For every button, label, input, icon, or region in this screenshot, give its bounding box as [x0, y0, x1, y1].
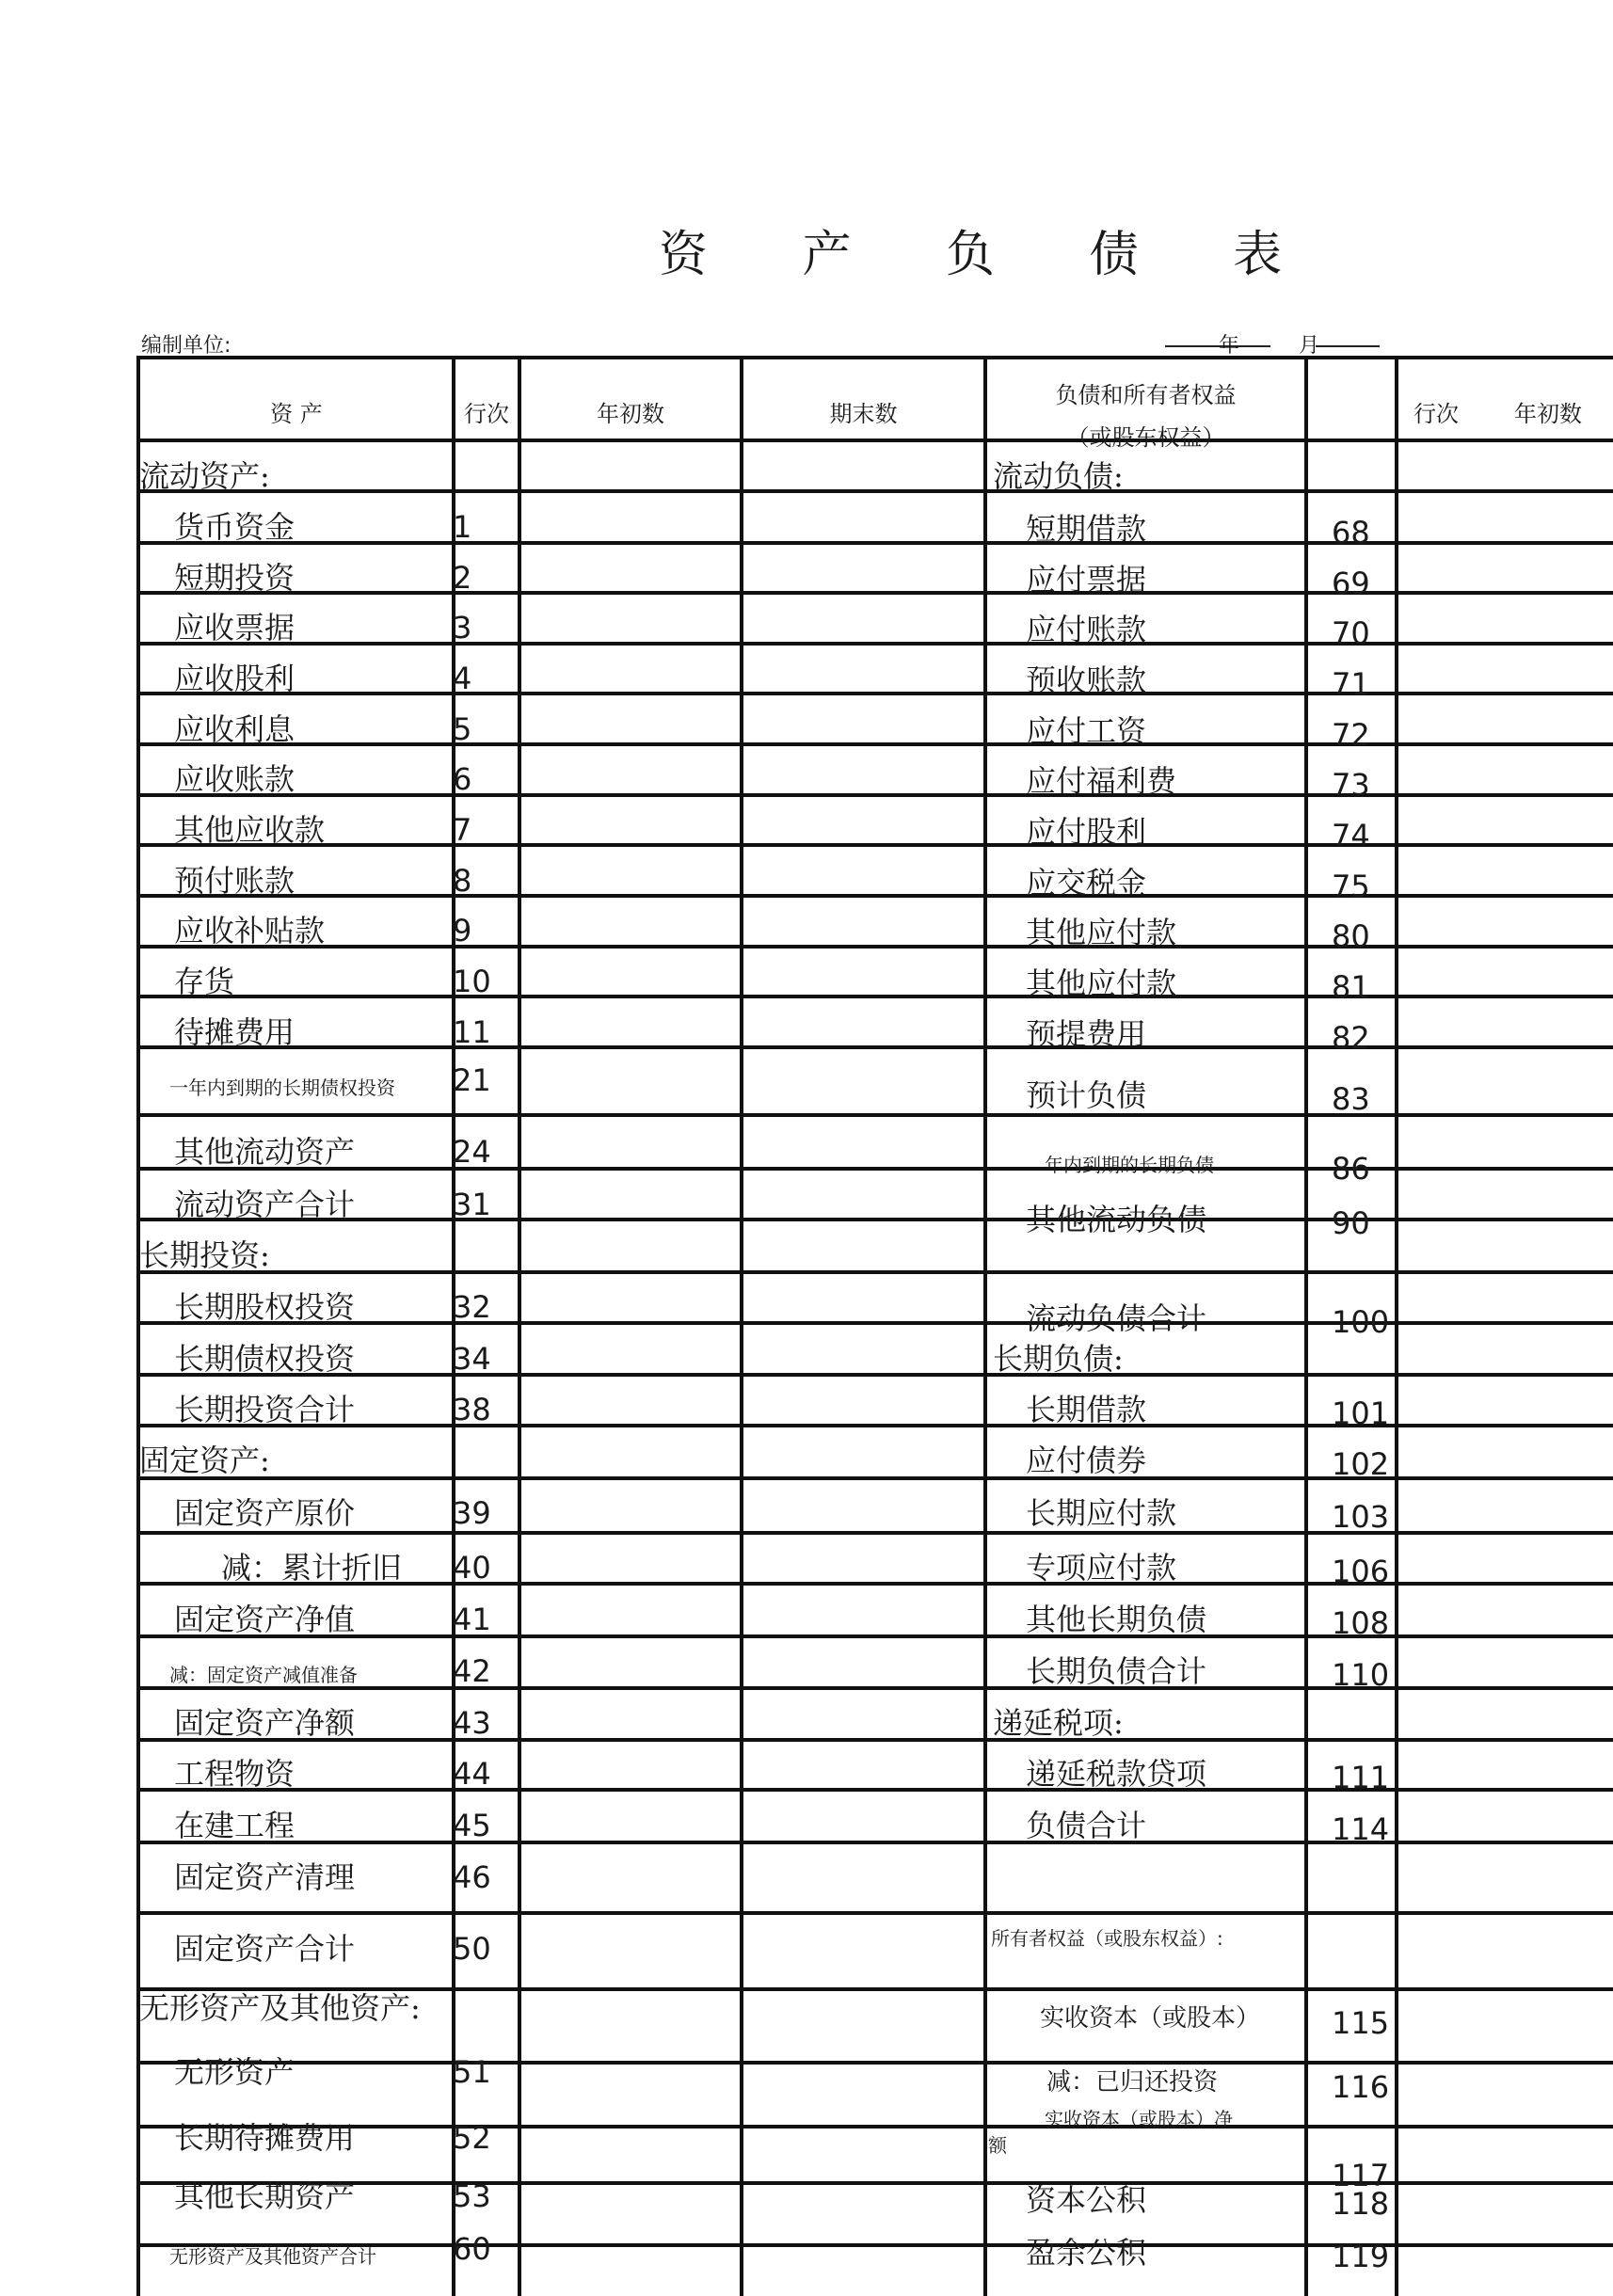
- equity-section-header: 所有者权益（或股东权益）:: [991, 1927, 1223, 1950]
- equity-row-label: 实收资本（或股本）: [1040, 2004, 1261, 2033]
- liab-row-line-no: 72: [1332, 717, 1370, 753]
- asset-row-label: 应收利息: [174, 711, 295, 747]
- liab-longterm-label: 长期借款: [1026, 1392, 1147, 1427]
- asset-row-line-no: 6: [453, 761, 472, 797]
- asset-row-label: 应收票据: [174, 610, 295, 646]
- header-bottom-border: [136, 438, 1613, 442]
- col-header-liability-line2: （或股东权益）: [1066, 424, 1225, 451]
- asset-fixed-line-no: 50: [453, 1931, 491, 1967]
- asset-fixed-label: 减：固定资产减值准备: [169, 1664, 358, 1686]
- liab-row-line-no: 82: [1332, 1020, 1370, 1056]
- row-border: [136, 995, 1613, 998]
- row-border: [136, 843, 1613, 847]
- row-border: [136, 1841, 1613, 1844]
- liab-longterm-label: 长期应付款: [1026, 1495, 1177, 1531]
- asset-row-label: 一年内到期的长期债权投资: [169, 1076, 395, 1099]
- equity-row-line-no: 118: [1332, 2186, 1390, 2222]
- liab-row-label: 年内到期的长期负债: [1045, 1154, 1214, 1176]
- liab-tax-line-no: 111: [1332, 1760, 1390, 1795]
- asset-longterm-line-no: 34: [453, 1341, 491, 1377]
- asset-row-label: 应收股利: [174, 661, 295, 696]
- row-border: [136, 945, 1613, 949]
- row-border: [136, 692, 1613, 695]
- asset-intangible-label: 其他长期资产: [174, 2178, 356, 2214]
- asset-row-line-no: 1: [453, 509, 472, 545]
- asset-row-label: 应收补贴款: [174, 913, 326, 949]
- liab-row-line-no: 71: [1332, 666, 1370, 702]
- table-top-border: [136, 356, 1613, 359]
- assets-section-intangible: 无形资产及其他资产:: [139, 1990, 421, 2026]
- row-border: [136, 1788, 1613, 1792]
- liab-row-label: 预收账款: [1026, 662, 1147, 698]
- col-divider: [1304, 356, 1308, 2296]
- liab-row-label: 应交税金: [1026, 865, 1147, 901]
- liab-longterm-line-no: 103: [1332, 1499, 1390, 1535]
- col-header-liability-line1: 负债和所有者权益: [1055, 382, 1237, 408]
- asset-intangible-line-no: 52: [453, 2120, 491, 2156]
- asset-row-label: 应收账款: [174, 761, 295, 797]
- asset-row-line-no: 3: [453, 610, 472, 646]
- unit-label: 编制单位:: [141, 334, 232, 358]
- asset-fixed-label: 在建工程: [174, 1808, 295, 1843]
- asset-fixed-line-no: 41: [453, 1602, 491, 1637]
- asset-fixed-line-no: 46: [453, 1859, 491, 1895]
- col-divider: [518, 356, 521, 2296]
- asset-fixed-label: 减：累计折旧: [221, 1550, 403, 1586]
- asset-row-line-no: 11: [453, 1014, 491, 1050]
- liab-row-label: 应付票据: [1026, 562, 1147, 598]
- liab-row-line-no: 74: [1332, 818, 1370, 853]
- asset-fixed-line-no: 42: [453, 1653, 491, 1689]
- row-border: [136, 541, 1613, 545]
- row-border: [136, 642, 1613, 646]
- asset-intangible-label: 长期待摊费用: [174, 2120, 356, 2156]
- asset-fixed-label: 固定资产清理: [174, 1859, 356, 1895]
- liab-row-label: 预提费用: [1026, 1016, 1147, 1052]
- row-border: [136, 2061, 1613, 2065]
- col-header-opening: 年初数: [597, 401, 664, 427]
- liab-section-current: 流动负债:: [993, 458, 1124, 494]
- col-divider: [740, 356, 743, 2296]
- asset-intangible-line-no: 51: [453, 2054, 491, 2090]
- liab-tax-line-no: 114: [1332, 1811, 1390, 1847]
- asset-longterm-label: 长期债权投资: [174, 1341, 356, 1377]
- liab-row-line-no: 81: [1332, 969, 1370, 1005]
- liab-row-line-no: 80: [1332, 918, 1370, 954]
- asset-longterm-label: 长期投资合计: [174, 1392, 356, 1427]
- row-border: [136, 793, 1613, 797]
- row-border: [136, 1218, 1613, 1221]
- liab-row-line-no: 90: [1332, 1205, 1370, 1241]
- col-header-closing: 期末数: [829, 401, 898, 427]
- liab-row-line-no: 70: [1332, 615, 1370, 651]
- asset-row-label: 待摊费用: [174, 1014, 295, 1050]
- asset-longterm-line-no: 32: [453, 1289, 491, 1325]
- row-border: [136, 1531, 1613, 1535]
- asset-fixed-line-no: 39: [453, 1495, 491, 1531]
- liab-row-line-no: 86: [1332, 1151, 1370, 1187]
- asset-row-line-no: 21: [453, 1062, 491, 1098]
- year-label: 年: [1219, 334, 1240, 358]
- liab-longterm-line-no: 110: [1332, 1657, 1390, 1693]
- liab-row-label: 应付工资: [1026, 713, 1147, 749]
- row-border: [136, 1911, 1613, 1915]
- asset-longterm-line-no: 38: [453, 1392, 491, 1427]
- col-header-opening-right: 年初数: [1514, 401, 1582, 427]
- asset-fixed-label: 固定资产净额: [174, 1705, 356, 1741]
- asset-row-label: 其他流动资产: [174, 1134, 356, 1170]
- liab-row-label: 应付福利费: [1026, 763, 1177, 799]
- asset-fixed-line-no: 40: [453, 1550, 491, 1586]
- liab-row-label: 其他应付款: [1026, 965, 1177, 1001]
- liab-longterm-line-no: 108: [1332, 1605, 1390, 1641]
- liab-longterm-line-no: 102: [1332, 1446, 1390, 1482]
- asset-row-line-no: 4: [453, 661, 472, 696]
- asset-fixed-label: 固定资产原价: [174, 1495, 356, 1531]
- equity-row-label: 实收资本（或股本）净: [1045, 2108, 1233, 2130]
- liab-longterm-line-no: 101: [1332, 1395, 1390, 1431]
- liab-longterm-label: 应付债券: [1026, 1443, 1147, 1478]
- liab-row-label: 应付账款: [1026, 612, 1147, 647]
- liab-longterm-label: 长期负债合计: [1026, 1653, 1207, 1689]
- liab-section-longterm: 长期负债:: [993, 1341, 1124, 1377]
- equity-row-label: 盈余公积: [1026, 2235, 1147, 2271]
- asset-row-label: 预付账款: [174, 863, 295, 899]
- liab-row-label: 预计负债: [1026, 1077, 1147, 1113]
- asset-fixed-label: 固定资产合计: [174, 1931, 356, 1967]
- asset-fixed-line-no: 44: [453, 1756, 491, 1792]
- row-border: [136, 591, 1613, 595]
- row-border: [136, 1738, 1613, 1742]
- month-label: 月: [1299, 334, 1320, 358]
- equity-row-label: 减：已归还投资: [1046, 2068, 1219, 2097]
- date-rule-left: [1165, 345, 1270, 347]
- asset-row-line-no: 10: [453, 964, 491, 999]
- liab-row-line-no: 73: [1332, 767, 1370, 803]
- col-header-asset: 资 产: [270, 401, 323, 427]
- row-border: [136, 2125, 1613, 2129]
- col-divider: [452, 356, 455, 2296]
- asset-row-label: 其他应收款: [174, 812, 326, 848]
- liab-tax-label: 负债合计: [1026, 1808, 1147, 1843]
- asset-intangible-label: 无形资产及其他资产合计: [169, 2245, 376, 2268]
- asset-fixed-line-no: 45: [453, 1808, 491, 1843]
- page-title: 资 产 负 债 表: [659, 227, 1322, 283]
- asset-row-line-no: 9: [453, 913, 472, 949]
- asset-row-label: 流动资产合计: [174, 1187, 356, 1222]
- liab-longterm-label: 其他长期负债: [1026, 1602, 1207, 1637]
- row-border: [136, 1167, 1613, 1171]
- col-divider: [1395, 356, 1398, 2296]
- asset-fixed-label: 工程物资: [174, 1756, 295, 1792]
- asset-row-line-no: 5: [453, 711, 472, 747]
- asset-row-label: 货币资金: [174, 509, 295, 545]
- row-border: [136, 1113, 1613, 1117]
- asset-row-line-no: 7: [453, 812, 472, 848]
- assets-section-longterm: 长期投资:: [139, 1237, 270, 1273]
- equity-row-line-no: 116: [1332, 2069, 1390, 2105]
- asset-intangible-line-no: 60: [453, 2231, 491, 2267]
- liab-longterm-line-no: 106: [1332, 1554, 1390, 1589]
- row-border: [136, 1686, 1613, 1690]
- row-border: [136, 1373, 1613, 1377]
- liab-row-label: 短期借款: [1026, 511, 1147, 547]
- row-border: [136, 1270, 1613, 1274]
- row-border: [136, 1321, 1613, 1325]
- liab-row-label: 其他应付款: [1026, 915, 1177, 950]
- asset-fixed-label: 固定资产净值: [174, 1602, 356, 1637]
- liab-row-line-no: 83: [1332, 1081, 1370, 1117]
- equity-row-line-no: 117: [1332, 2158, 1390, 2193]
- row-border: [136, 1476, 1613, 1480]
- col-divider: [983, 356, 987, 2296]
- liab-tax-label: 递延税款贷项: [1026, 1756, 1207, 1792]
- liab-row-line-no: 100: [1332, 1304, 1390, 1340]
- col-header-line-no-right: 行次: [1413, 401, 1459, 427]
- liab-row-label: 其他流动负债: [1026, 1202, 1207, 1237]
- row-border: [136, 2181, 1613, 2185]
- col-header-line-no: 行次: [464, 401, 509, 427]
- row-border: [136, 742, 1613, 746]
- liab-section-tax: 递延税项:: [993, 1705, 1124, 1741]
- assets-section-current: 流动资产:: [139, 458, 270, 494]
- liab-row-line-no: 69: [1332, 566, 1370, 601]
- liab-longterm-label: 专项应付款: [1026, 1550, 1177, 1586]
- asset-row-line-no: 2: [453, 560, 472, 596]
- asset-fixed-line-no: 43: [453, 1705, 491, 1741]
- equity-row-label: 资本公积: [1026, 2182, 1147, 2218]
- equity-row-line-no: 115: [1332, 2005, 1390, 2041]
- row-border: [136, 1634, 1613, 1638]
- equity-row-label-wrap: 额: [988, 2134, 1007, 2157]
- asset-row-label: 短期投资: [174, 560, 295, 596]
- assets-section-fixed: 固定资产:: [139, 1443, 270, 1478]
- liab-row-label: 应付股利: [1026, 814, 1147, 850]
- asset-row-line-no: 24: [453, 1134, 491, 1170]
- row-border: [136, 894, 1613, 898]
- row-border: [136, 1424, 1613, 1427]
- asset-intangible-label: 无形资产: [174, 2054, 295, 2090]
- liab-row-line-no: 75: [1332, 869, 1370, 904]
- asset-row-label: 存货: [174, 964, 235, 999]
- asset-row-line-no: 8: [453, 863, 472, 899]
- liab-row-line-no: 68: [1332, 515, 1370, 550]
- equity-row-line-no: 119: [1332, 2239, 1390, 2274]
- asset-row-line-no: 31: [453, 1187, 491, 1222]
- asset-longterm-label: 长期股权投资: [174, 1289, 356, 1325]
- row-border: [136, 1045, 1613, 1049]
- liab-row-label: 流动负债合计: [1026, 1300, 1207, 1336]
- asset-intangible-line-no: 53: [453, 2178, 491, 2214]
- date-rule-right: [1316, 345, 1380, 347]
- row-border: [136, 489, 1613, 493]
